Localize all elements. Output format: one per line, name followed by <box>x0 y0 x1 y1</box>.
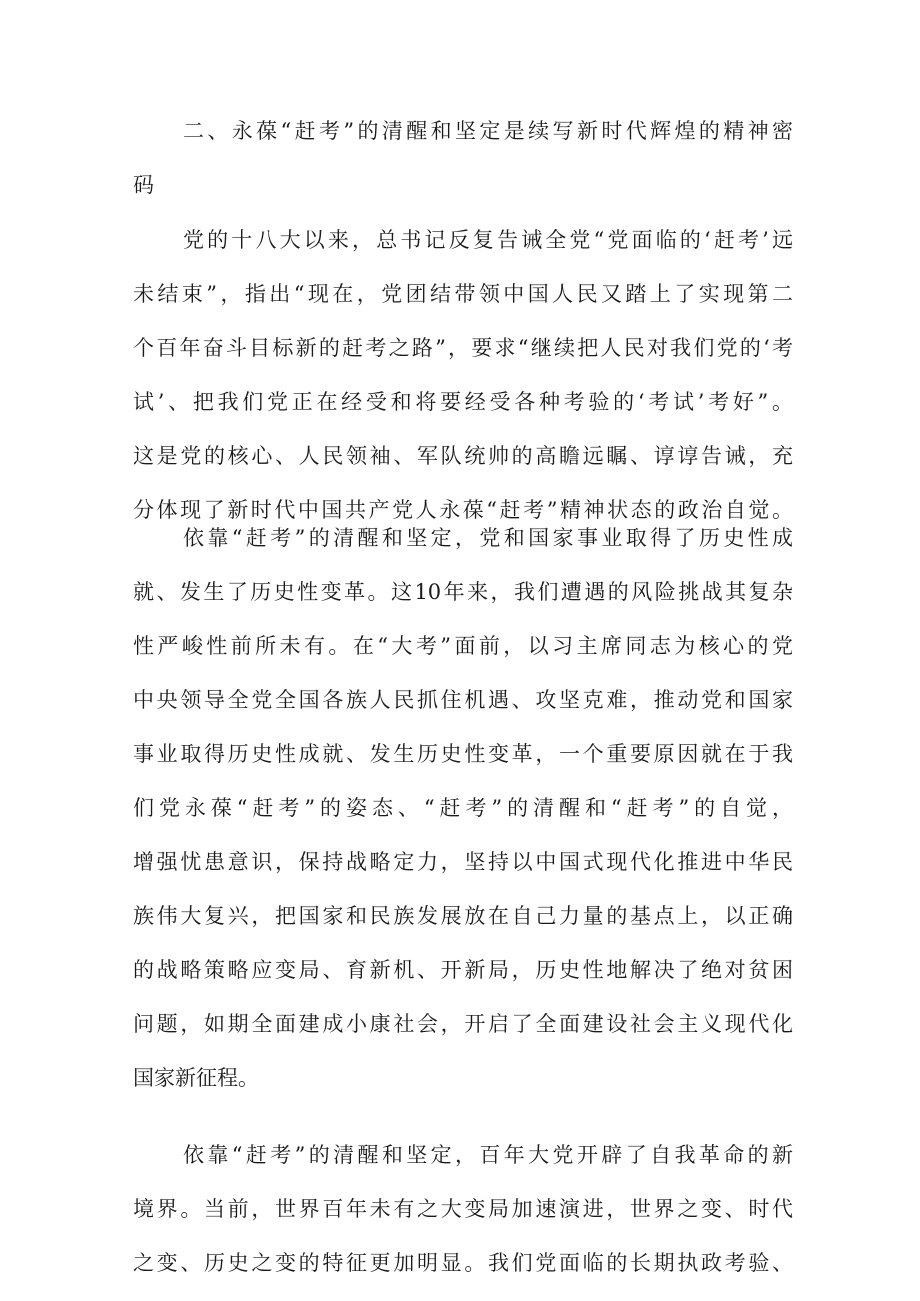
paragraph-line: 之变、历史之变的特征更加明显。我们党面临的长期执政考验、 <box>133 1251 793 1275</box>
paragraph-line: 中央领导全党全国各族人民抓住机遇、攻坚克难，推动党和国家 <box>133 688 793 712</box>
paragraph <box>133 1128 793 1290</box>
paragraph <box>133 511 793 1105</box>
paragraph-line: 增强忧患意识，保持战略定力，坚持以中国式现代化推进中华民 <box>133 850 793 874</box>
paragraph-line: 问题，如期全面建成小康社会，开启了全面建设社会主义现代化 <box>133 1012 793 1036</box>
paragraph-line: 事业取得历史性成就、发生历史性变革，一个重要原因就在于我 <box>133 742 793 766</box>
paragraph-line: 境界。当前，世界百年未有之大变局加速演进，世界之变、时代 <box>133 1197 793 1221</box>
paragraph-line: 党的十八大以来，总书记反复告诫全党“党面临的‘赶考’远 <box>183 228 793 252</box>
paragraph-line: 未结束”，指出“现在，党团结带领中国人民又踏上了实现第二 <box>133 282 793 306</box>
paragraph <box>133 213 793 537</box>
paragraph-line: 就、发生了历史性变革。这10年来，我们遭遇的风险挑战其复杂 <box>133 580 793 604</box>
paragraph-line: 们党永葆“赶考”的姿态、“赶考”的清醒和“赶考”的自觉， <box>133 796 793 820</box>
paragraph-line: 试’、把我们党正在经受和将要经受各种考验的‘考试’考好”。 <box>133 390 793 414</box>
paragraph-line: 依靠“赶考”的清醒和坚定，党和国家事业取得了历史性成 <box>183 526 793 550</box>
paragraph-line: 性严峻性前所未有。在“大考”面前，以习主席同志为核心的党 <box>133 634 793 658</box>
paragraph-line: 个百年奋斗目标新的赶考之路”，要求“继续把人民对我们党的‘考 <box>133 336 793 360</box>
paragraph-line: 分体现了新时代中国共产党人永葆“赶考”精神状态的政治自觉。 <box>133 498 793 522</box>
paragraph-line: 族伟大复兴，把国家和民族发展放在自己力量的基点上，以正确 <box>133 904 793 928</box>
paragraph-line: 国家新征程。 <box>133 1066 259 1090</box>
paragraph-line: 依靠“赶考”的清醒和坚定，百年大党开辟了自我革命的新 <box>183 1143 793 1167</box>
heading-line: 二、永葆“赶考”的清醒和坚定是续写新时代辉煌的精神密 <box>183 119 793 143</box>
heading-line: 码 <box>133 173 154 197</box>
paragraph-line: 这是党的核心、人民领袖、军队统帅的高瞻远瞩、谆谆告诫，充 <box>133 444 793 468</box>
paragraph-line: 的战略策略应变局、育新机、开新局，历史性地解决了绝对贫困 <box>133 958 793 982</box>
section-heading <box>133 104 793 212</box>
